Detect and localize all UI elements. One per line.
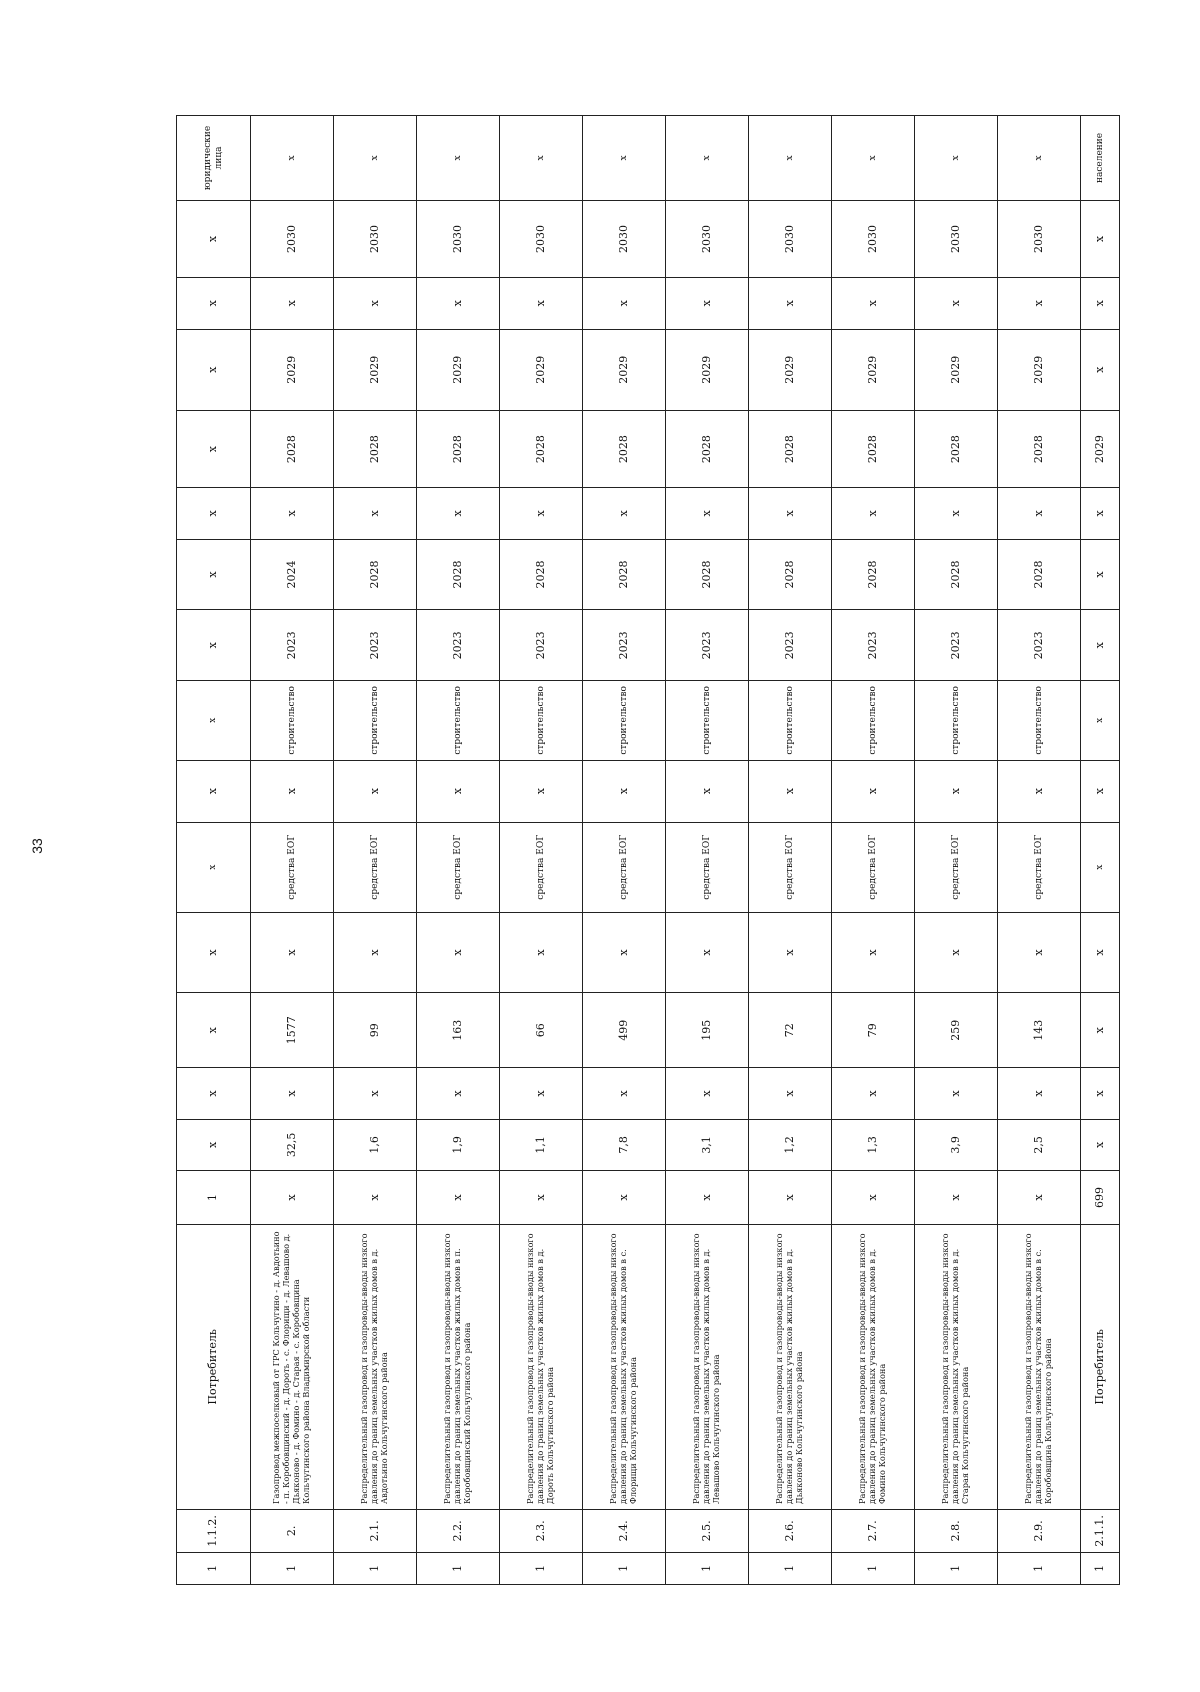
- table-cell: 2029: [500, 329, 583, 410]
- table-cell: x: [1081, 912, 1120, 992]
- table-cell: x: [998, 1171, 1081, 1225]
- table-cell: 2029: [334, 329, 417, 410]
- table-cell: средства ЕОГ: [251, 822, 334, 912]
- table-cell: строительство: [583, 681, 666, 760]
- table-cell: 2029: [998, 329, 1081, 410]
- table-cell: x: [177, 993, 251, 1068]
- table-cell: x: [583, 1171, 666, 1225]
- table-cell: строительство: [998, 681, 1081, 760]
- table-cell: x: [177, 200, 251, 277]
- table-cell: 1577: [251, 993, 334, 1068]
- table-cell: x: [1081, 760, 1120, 822]
- table-cell: Распределительный газопровод и газопроводы-вводы низкого давления до границ земельных участков жилых домов в д. Авдотьино Кольчугинского района: [334, 1224, 417, 1509]
- table-cell: 1: [832, 1552, 915, 1584]
- table-cell: x: [749, 912, 832, 992]
- table-cell: 1: [177, 1552, 251, 1584]
- table-cell: x: [500, 1171, 583, 1225]
- table-cell: 499: [583, 993, 666, 1068]
- table-cell: x: [177, 1119, 251, 1170]
- table-cell: 7,8: [583, 1119, 666, 1170]
- table-cell: x: [915, 488, 998, 539]
- table-cell: 2,5: [998, 1119, 1081, 1170]
- table-cell: 1: [177, 1171, 251, 1225]
- table-cell: 2030: [417, 200, 500, 277]
- rotated-table-area: [176, 115, 1106, 1585]
- table-cell: x: [334, 1171, 417, 1225]
- table-cell: 2030: [500, 200, 583, 277]
- table-cell: x: [915, 760, 998, 822]
- table-cell: x: [251, 1068, 334, 1119]
- page-number: 33: [29, 838, 45, 854]
- table-cell: 2023: [666, 610, 749, 681]
- table-cell: x: [417, 912, 500, 992]
- table-cell: 2029: [583, 329, 666, 410]
- table-cell: x: [666, 760, 749, 822]
- table-cell: 2028: [583, 411, 666, 488]
- table-cell: x: [251, 488, 334, 539]
- table-row: [915, 116, 998, 1585]
- table-cell: x: [251, 278, 334, 329]
- table-cell: Распределительный газопровод и газопроводы-вводы низкого давления до границ земельных участков жилых домов в с. Флорищи Кольчугинского района: [583, 1224, 666, 1509]
- table-cell: x: [417, 488, 500, 539]
- table-row: [998, 116, 1081, 1585]
- table-cell: 2024: [251, 539, 334, 610]
- table-cell: x: [749, 760, 832, 822]
- table-cell: x: [832, 760, 915, 822]
- table-cell: x: [666, 488, 749, 539]
- table-cell: x: [177, 539, 251, 610]
- table-cell: x: [1081, 200, 1120, 277]
- table-row: [334, 116, 417, 1585]
- table-cell: x: [417, 1068, 500, 1119]
- table-cell: x: [915, 1068, 998, 1119]
- table-cell: 1: [749, 1552, 832, 1584]
- table-cell: x: [334, 760, 417, 822]
- table-cell: x: [666, 1171, 749, 1225]
- table-cell: x: [177, 610, 251, 681]
- table-cell: x: [832, 912, 915, 992]
- gas-pipeline-table: [176, 115, 1120, 1585]
- table-cell: 2028: [417, 539, 500, 610]
- table-cell: x: [1081, 822, 1120, 912]
- table-row: [749, 116, 832, 1585]
- table-cell: Распределительный газопровод и газопроводы-вводы низкого давления до границ земельных участков жилых домов в д. Левашово Кольчугинского района: [666, 1224, 749, 1509]
- table-cell: x: [334, 912, 417, 992]
- table-cell: 2.9.: [998, 1509, 1081, 1552]
- table-cell: средства ЕОГ: [334, 822, 417, 912]
- table-cell: 2028: [417, 411, 500, 488]
- table-cell: x: [583, 278, 666, 329]
- table-cell: 2028: [334, 539, 417, 610]
- table-cell: средства ЕОГ: [749, 822, 832, 912]
- table-cell: x: [500, 1068, 583, 1119]
- table-cell: Распределительный газопровод и газопроводы-вводы низкого давления до границ земельных участков жилых домов в д. Дороть Кольчугинского района: [500, 1224, 583, 1509]
- table-cell: x: [1081, 610, 1120, 681]
- table-cell: x: [915, 116, 998, 201]
- table-row: [251, 116, 334, 1585]
- table-cell: 2.1.1.: [1081, 1509, 1120, 1552]
- table-cell: x: [177, 411, 251, 488]
- table-cell: 2028: [915, 539, 998, 610]
- table-cell: x: [417, 278, 500, 329]
- table-cell: 2030: [583, 200, 666, 277]
- table-cell: 2030: [915, 200, 998, 277]
- table-cell: 699: [1081, 1171, 1120, 1225]
- table-cell: Потребитель: [1081, 1224, 1120, 1509]
- table-cell: строительство: [749, 681, 832, 760]
- table-cell: 2030: [832, 200, 915, 277]
- table-cell: 143: [998, 993, 1081, 1068]
- table-cell: x: [666, 912, 749, 992]
- table-cell: x: [417, 116, 500, 201]
- table-cell: x: [666, 1068, 749, 1119]
- table-cell: население: [1081, 116, 1120, 201]
- table-cell: x: [177, 488, 251, 539]
- table-cell: 2028: [749, 411, 832, 488]
- table-row: [1081, 116, 1120, 1585]
- table-cell: средства ЕОГ: [998, 822, 1081, 912]
- table-cell: x: [334, 116, 417, 201]
- table-cell: Распределительный газопровод и газопроводы-вводы низкого давления до границ земельных участков жилых домов в д. Фомино Кольчугинского района: [832, 1224, 915, 1509]
- table-cell: 2028: [334, 411, 417, 488]
- table-cell: строительство: [915, 681, 998, 760]
- table-row: [583, 116, 666, 1585]
- table-cell: 2023: [749, 610, 832, 681]
- table-cell: 1: [251, 1552, 334, 1584]
- table-cell: 2030: [334, 200, 417, 277]
- table-cell: 2028: [915, 411, 998, 488]
- table-cell: строительство: [251, 681, 334, 760]
- table-cell: 79: [832, 993, 915, 1068]
- table-cell: 1,3: [832, 1119, 915, 1170]
- table-cell: 2028: [666, 411, 749, 488]
- table-cell: x: [1081, 1119, 1120, 1170]
- table-cell: 2030: [666, 200, 749, 277]
- table-cell: x: [998, 116, 1081, 201]
- table-cell: 2023: [334, 610, 417, 681]
- table-cell: 2.1.: [334, 1509, 417, 1552]
- table-cell: 2023: [915, 610, 998, 681]
- table-cell: Распределительный газопровод и газопроводы-вводы низкого давления до границ земельных участков жилых домов в с. Коробовщина Кольчугинского района: [998, 1224, 1081, 1509]
- table-cell: x: [417, 1171, 500, 1225]
- table-cell: x: [500, 116, 583, 201]
- table-cell: 2030: [749, 200, 832, 277]
- table-cell: x: [177, 278, 251, 329]
- table-cell: 66: [500, 993, 583, 1068]
- table-cell: 1: [998, 1552, 1081, 1584]
- table-cell: x: [666, 116, 749, 201]
- table-cell: 1,2: [749, 1119, 832, 1170]
- table-cell: юридические лица: [177, 116, 251, 201]
- table-cell: 2028: [749, 539, 832, 610]
- table-cell: x: [583, 1068, 666, 1119]
- table-cell: средства ЕОГ: [417, 822, 500, 912]
- table-cell: Распределительный газопровод и газопроводы-вводы низкого давления до границ земельных участков жилых домов в п. Коробовщинский Кольчугинского района: [417, 1224, 500, 1509]
- table-cell: x: [666, 278, 749, 329]
- table-cell: x: [749, 488, 832, 539]
- table-cell: x: [1081, 278, 1120, 329]
- table-cell: x: [915, 1171, 998, 1225]
- table-cell: x: [177, 1068, 251, 1119]
- table-cell: x: [583, 760, 666, 822]
- table-cell: строительство: [500, 681, 583, 760]
- table-cell: x: [177, 329, 251, 410]
- table-cell: 2.3.: [500, 1509, 583, 1552]
- table-cell: 259: [915, 993, 998, 1068]
- table-cell: x: [500, 488, 583, 539]
- table-cell: 163: [417, 993, 500, 1068]
- table-cell: 99: [334, 993, 417, 1068]
- table-cell: x: [500, 278, 583, 329]
- table-cell: x: [1081, 488, 1120, 539]
- table-cell: 2023: [500, 610, 583, 681]
- table-cell: x: [1081, 993, 1120, 1068]
- table-cell: 2023: [832, 610, 915, 681]
- table-cell: 2028: [832, 411, 915, 488]
- table-cell: x: [251, 1171, 334, 1225]
- table-cell: 2023: [998, 610, 1081, 681]
- table-row: [666, 116, 749, 1585]
- table-cell: x: [177, 822, 251, 912]
- table-cell: 2023: [583, 610, 666, 681]
- table-cell: 1: [334, 1552, 417, 1584]
- table-cell: x: [915, 912, 998, 992]
- table-cell: x: [998, 1068, 1081, 1119]
- table-cell: x: [832, 1068, 915, 1119]
- table-cell: Газопровод межпоселковый от ГРС Кольчугино - д. Авдотьино - п. Коробовщинский - д. Дороть - с. Флорищи - д. Левашово д. Дьяконово - д. Фомино - д. Старая - с. Коробовщина Кольчугинского района Владимирской области: [251, 1224, 334, 1509]
- table-cell: строительство: [417, 681, 500, 760]
- table-cell: x: [334, 488, 417, 539]
- table-cell: x: [749, 116, 832, 201]
- table-row: [177, 116, 251, 1585]
- table-cell: x: [749, 1171, 832, 1225]
- table-cell: 2.8.: [915, 1509, 998, 1552]
- table-cell: x: [177, 912, 251, 992]
- table-cell: 1,6: [334, 1119, 417, 1170]
- table-cell: строительство: [832, 681, 915, 760]
- table-cell: средства ЕОГ: [832, 822, 915, 912]
- table-cell: Потребитель: [177, 1224, 251, 1509]
- table-cell: 2028: [500, 539, 583, 610]
- table-cell: 2029: [1081, 411, 1120, 488]
- table-cell: 2029: [832, 329, 915, 410]
- table-cell: Распределительный газопровод и газопроводы-вводы низкого давления до границ земельных участков жилых домов в д. Дьяконово Кольчугинского района: [749, 1224, 832, 1509]
- table-cell: 2.: [251, 1509, 334, 1552]
- table-cell: 2029: [251, 329, 334, 410]
- table-cell: x: [334, 278, 417, 329]
- table-cell: x: [500, 912, 583, 992]
- table-cell: средства ЕОГ: [915, 822, 998, 912]
- table-cell: 195: [666, 993, 749, 1068]
- table-cell: x: [998, 278, 1081, 329]
- table-cell: x: [251, 116, 334, 201]
- table-cell: x: [998, 912, 1081, 992]
- table-cell: строительство: [334, 681, 417, 760]
- table-cell: 32,5: [251, 1119, 334, 1170]
- table-cell: 2028: [998, 411, 1081, 488]
- table-cell: x: [417, 760, 500, 822]
- table-cell: 1.1.2.: [177, 1509, 251, 1552]
- table-cell: 2.2.: [417, 1509, 500, 1552]
- table-cell: x: [749, 278, 832, 329]
- table-cell: 1,9: [417, 1119, 500, 1170]
- table-cell: строительство: [666, 681, 749, 760]
- table-body: [177, 116, 1120, 1585]
- table-cell: x: [915, 278, 998, 329]
- table-cell: x: [251, 760, 334, 822]
- table-cell: x: [251, 912, 334, 992]
- table-cell: 2030: [998, 200, 1081, 277]
- table-cell: средства ЕОГ: [666, 822, 749, 912]
- table-row: [832, 116, 915, 1585]
- table-cell: 1: [583, 1552, 666, 1584]
- table-cell: 72: [749, 993, 832, 1068]
- table-cell: 2029: [749, 329, 832, 410]
- table-cell: x: [1081, 1068, 1120, 1119]
- table-row: [500, 116, 583, 1585]
- table-cell: x: [832, 116, 915, 201]
- table-cell: 2029: [915, 329, 998, 410]
- table-cell: 2028: [251, 411, 334, 488]
- table-cell: Распределительный газопровод и газопроводы-вводы низкого давления до границ земельных участков жилых домов в д. Старая Кольчугинского района: [915, 1224, 998, 1509]
- table-cell: средства ЕОГ: [583, 822, 666, 912]
- table-cell: x: [1081, 539, 1120, 610]
- table-cell: 3,9: [915, 1119, 998, 1170]
- table-cell: x: [334, 1068, 417, 1119]
- table-cell: средства ЕОГ: [500, 822, 583, 912]
- table-cell: 2028: [666, 539, 749, 610]
- table-cell: 2028: [832, 539, 915, 610]
- table-cell: 2.4.: [583, 1509, 666, 1552]
- table-cell: 1: [1081, 1552, 1120, 1584]
- table-cell: x: [1081, 681, 1120, 760]
- table-cell: x: [998, 760, 1081, 822]
- table-cell: x: [177, 760, 251, 822]
- table-cell: 2028: [998, 539, 1081, 610]
- table-cell: 2023: [417, 610, 500, 681]
- table-cell: 1: [915, 1552, 998, 1584]
- table-cell: 2029: [417, 329, 500, 410]
- table-cell: 2030: [251, 200, 334, 277]
- table-cell: 2028: [583, 539, 666, 610]
- table-cell: x: [583, 116, 666, 201]
- table-cell: x: [177, 681, 251, 760]
- table-cell: 3,1: [666, 1119, 749, 1170]
- table-cell: x: [500, 760, 583, 822]
- table-cell: x: [1081, 329, 1120, 410]
- table-cell: x: [749, 1068, 832, 1119]
- table-cell: 1: [500, 1552, 583, 1584]
- table-cell: 1: [417, 1552, 500, 1584]
- table-cell: 2.7.: [832, 1509, 915, 1552]
- table-cell: x: [998, 488, 1081, 539]
- table-cell: 2029: [666, 329, 749, 410]
- table-cell: 1: [666, 1552, 749, 1584]
- table-row: [417, 116, 500, 1585]
- table-cell: x: [583, 912, 666, 992]
- table-cell: x: [583, 488, 666, 539]
- table-cell: 2.5.: [666, 1509, 749, 1552]
- table-cell: 2023: [251, 610, 334, 681]
- table-cell: x: [832, 278, 915, 329]
- table-cell: 1,1: [500, 1119, 583, 1170]
- table-cell: x: [832, 488, 915, 539]
- table-cell: 2.6.: [749, 1509, 832, 1552]
- table-cell: x: [832, 1171, 915, 1225]
- table-cell: 2028: [500, 411, 583, 488]
